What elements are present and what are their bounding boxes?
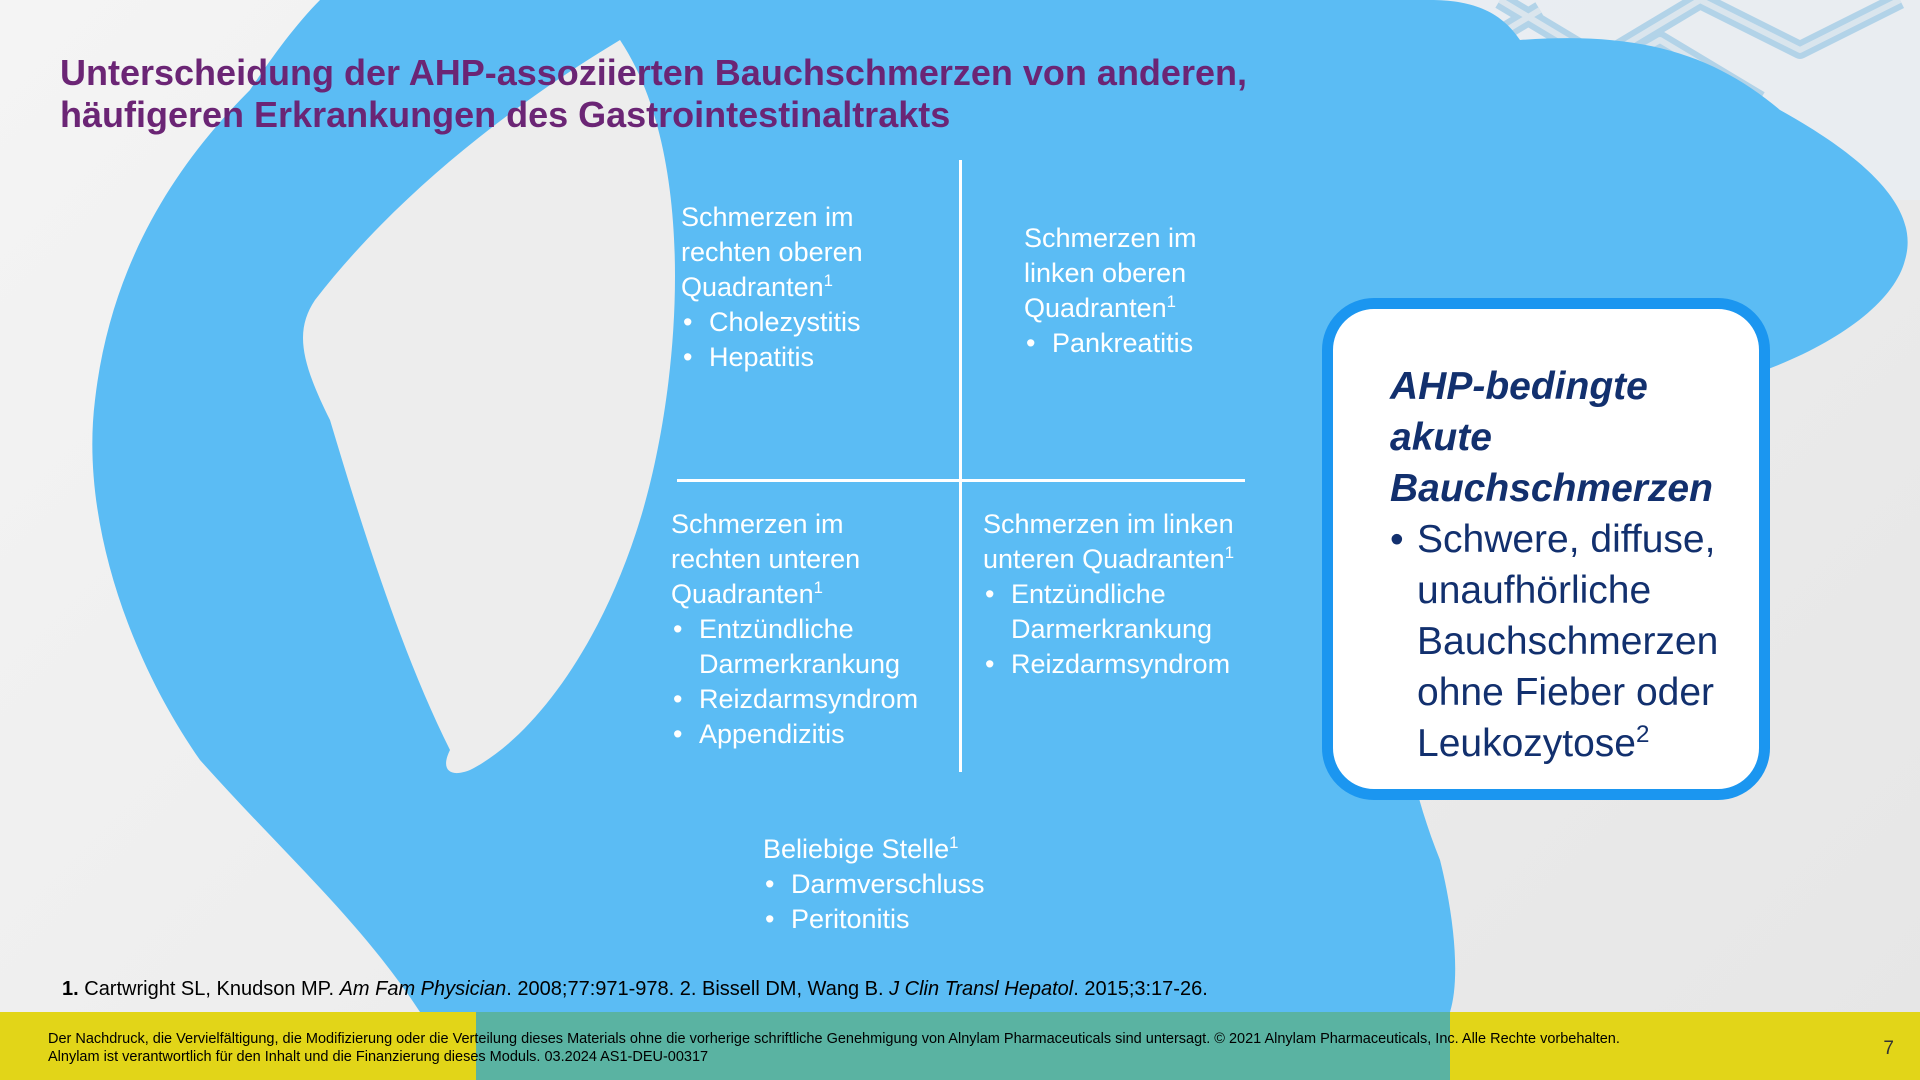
references: 1. Cartwright SL, Knudson MP. Am Fam Physician. 2008;77:971-978. 2. Bissell DM, Wang B. J Clin Transl Hepatol. 2015;3:17-26. [62,978,1208,1000]
condition-list [671,612,918,752]
legal-text [48,1030,1620,1066]
quadrant-divider-horizontal [677,479,1245,482]
list-item: • Schwere, diffuse, unaufhörliche Bauchschmerzen ohne Fieber oder Leukozytose$^2$ [1390,514,1739,769]
list-item: • Entzündliche Darmerkrankung [671,612,918,682]
list-item: • Hepatitis [681,340,863,375]
list-item: • Darmverschluss [763,867,985,902]
quadrant-heading: Beliebige Stelle$^1$ [763,833,959,864]
condition-list [1024,326,1197,361]
list-item: • Reizdarmsyndrom [671,682,918,717]
quadrant-lower-left [983,507,1234,682]
list-item: • Peritonitis [763,902,985,937]
quadrant-divider-vertical [959,160,962,772]
condition-list [763,867,985,937]
quadrant-lower-right [671,507,918,752]
reference-marker: 2 [1635,721,1650,748]
callout-heading: AHP-bedingte akute Bauchschmerzen [1390,365,1713,510]
quadrant-upper-left [1024,221,1197,361]
journal-name: Am Fam Physician [339,978,507,1000]
reference-marker: 1 [813,578,823,597]
quadrant-heading: Schmerzen im linken unteren Quadranten$^1$ [983,509,1234,574]
list-item: • Pankreatitis [1024,326,1197,361]
slide-title [60,52,1360,136]
legal-line-2: Alnylam ist verantwortlich für den Inhalt und die Finanzierung dieses Moduls. 03.2024 AS1-DEU-00317 [48,1049,709,1065]
list-item: • Cholezystitis [681,305,863,340]
reference-number: 1. [62,978,79,1000]
callout-list [1390,514,1739,769]
list-item: • Appendizitis [671,717,918,752]
legal-line-1: Der Nachdruck, die Vervielfältigung, die Modifizierung oder die Verteilung dieses Materials ohne die vorherige schriftliche Genehmigung von Alnylam Pharmaceuticals sind untersagt. © 2021 Alnylam Pharmaceuticals, Inc. Alle Rechte vorbehalten. [48,1031,1620,1047]
ahp-callout-box [1322,298,1770,800]
quadrant-anywhere [763,832,985,937]
quadrant-heading: Schmerzen im rechten unteren Quadranten$^1$ [671,509,861,609]
quadrant-heading: Schmerzen im linken oberen Quadranten$^1$ [1024,223,1197,323]
condition-list [983,577,1234,682]
title-line-2: häufigeren Erkrankungen des Gastrointestinaltrakts [60,94,951,135]
quadrant-upper-right [681,200,863,375]
list-item: • Reizdarmsyndrom [983,647,1234,682]
reference-marker: 1 [949,833,959,852]
reference-marker: 1 [823,271,833,290]
reference-marker: 1 [1224,543,1234,562]
reference-marker: 1 [1166,292,1176,311]
journal-name: J Clin Transl Hepatol [889,978,1074,1000]
condition-list [681,305,863,375]
legal-footer [0,1012,1920,1080]
list-item: • Entzündliche Darmerkrankung [983,577,1234,647]
title-line-1: Unterscheidung der AHP-assoziierten Bauchschmerzen von anderen, [60,52,1247,93]
page-number: 7 [1883,1038,1894,1059]
quadrant-heading: Schmerzen im rechten oberen Quadranten$^1$ [681,202,863,302]
